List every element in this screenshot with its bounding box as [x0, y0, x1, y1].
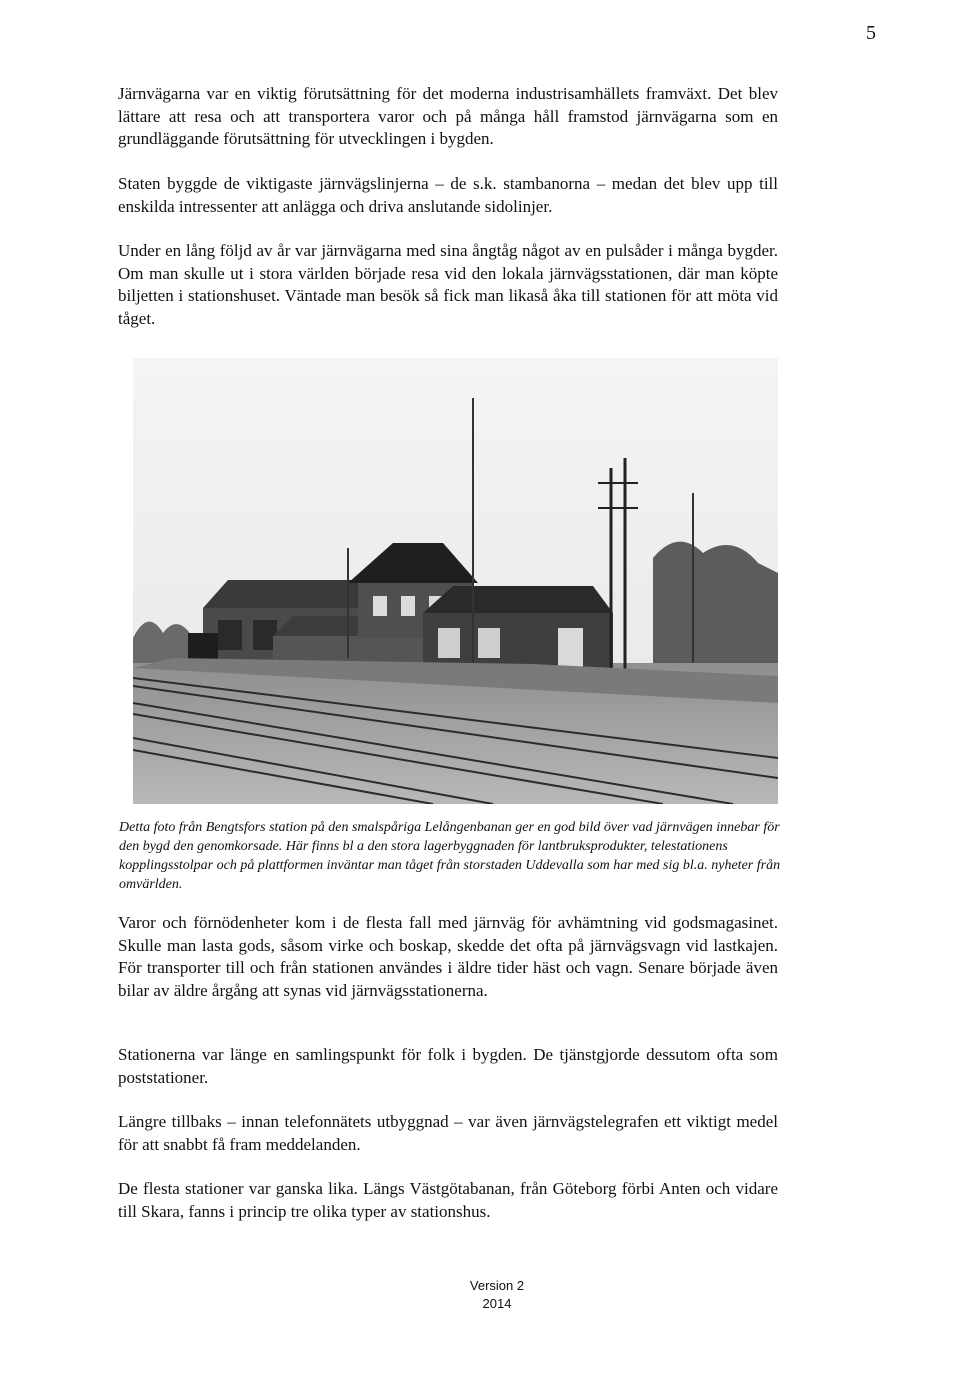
paragraph-7: De flesta stationer var ganska lika. Längs Västgötabanan, från Göteborg förbi Anten och vidare till Skara, fanns i princip tre olika typer av stationshus. [118, 1179, 778, 1221]
paragraph-4: Varor och förnödenheter kom i de flesta fall med järnväg för avhämtning vid godsmagasinet. Skulle man lasta gods, såsom virke och boskap, skedde det ofta på järnvägsvagn vid lastkajen. För transporter till och från stationen användes i äldre tider häst och vagn. Senare började även bilar av äldre årgång att synas vid järnvägsstationerna. [118, 913, 778, 1000]
paragraph-5: Stationerna var länge en samlingspunkt för folk i bygden. De tjänstgjorde dessutom ofta som poststationer. [118, 1045, 778, 1087]
paragraph-6: Längre tillbaks – innan telefonnätets utbyggnad – var även järnvägstelegrafen ett viktigt medel för att snabbt få fram meddelanden. [118, 1112, 778, 1154]
footer-year: 2014 [482, 1296, 512, 1311]
paragraph-2: Staten byggde de viktigaste järnvägslinjerna – de s.k. stambanorna – medan det blev upp till enskilda intressenter att anlägga och driva anslutande sidolinjer. [118, 174, 778, 216]
footer-version: Version 2 [469, 1278, 525, 1293]
paragraph-3: Under en lång följd av år var järnvägarna med sina ångtåg något av en pulsåder i många bygder. Om man skulle ut i stora världen började resa vid den lokala järnvägsstationen, där man köpte biljetten i stationshuset. Väntade man besök så fick man likaså åka till stationen för att möta vid tåget. [118, 241, 778, 328]
paragraph-1: Järnvägarna var en viktig förutsättning för det moderna industrisamhällets framväxt. Det blev lättare att resa och att transportera varor och på många håll framstod järnvägarna som en grundläggande förutsättning för utvecklingen i bygden. [118, 84, 778, 148]
photo-caption: Detta foto från Bengtsfors station på den smalspåriga Lelångenbanan ger en god bild över vad järnvägen innebar för den bygd den genomkorsade. Här finns bl a den stora lagerbyggnaden för lantbruksprodukter, telestationens kopplingsstolpar och på plattformen inväntar man tåget från storstaden Uddevalla som har med sig bl.a. nyheter från omvärlden. [119, 820, 781, 892]
page-number: 5 [866, 22, 876, 44]
station-photo [133, 358, 778, 804]
